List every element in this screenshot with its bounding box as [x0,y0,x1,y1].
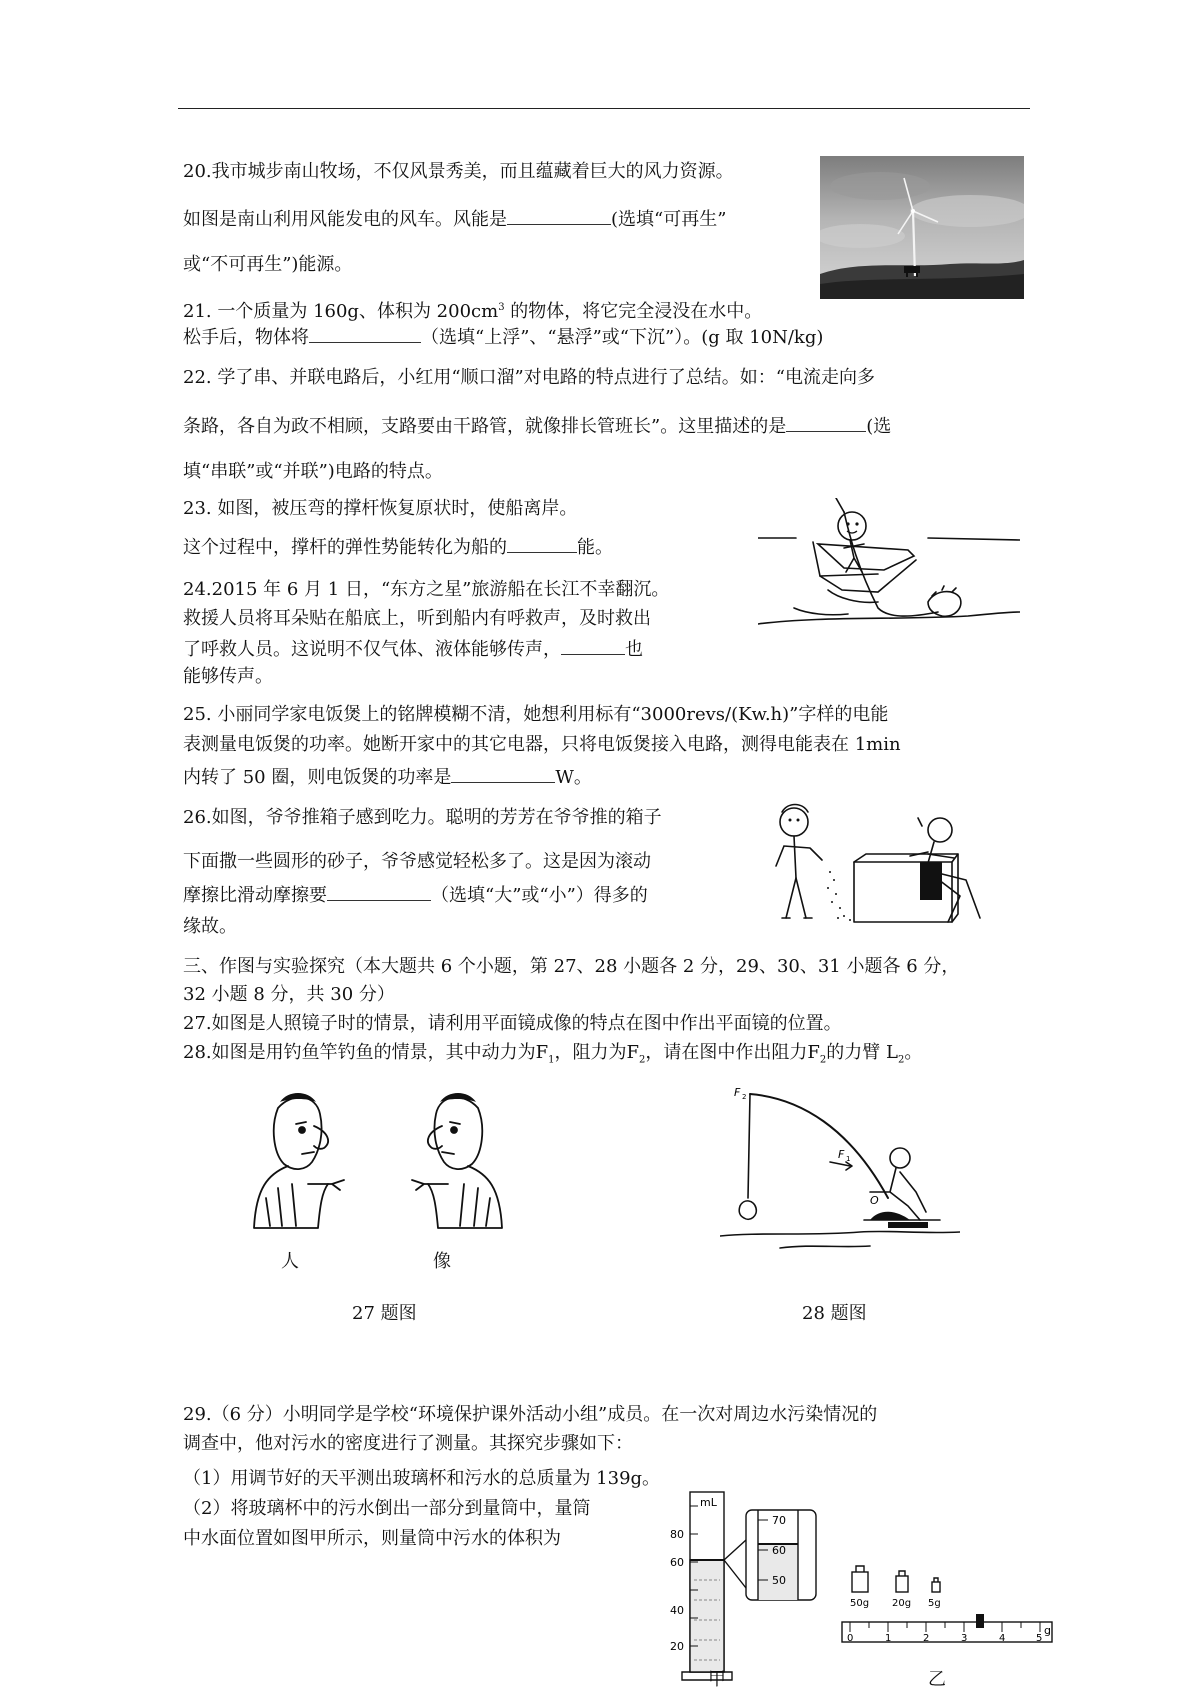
q21-superscript: 3 [498,302,505,313]
q28-sub4: 2 [897,1054,905,1066]
q29-text4: （2）将玻璃杯中的污水倒出一部分到量筒中，量筒 [183,1498,591,1519]
fig28-label-f2-sub: 2 [742,1093,747,1101]
wind-turbine-photo [820,156,1024,299]
q22-text2a: 条路，各自为政不相顾，支路要由干路管，就像排长管班长”。这里描述的是 [183,416,787,437]
q29-line2 [183,1432,633,1456]
rider-marker [976,1614,984,1628]
cyl-tick-1: 60 [670,1556,684,1569]
fig28-label-o: O [870,1194,879,1207]
q20-line3 [183,253,352,277]
label-jia: 甲 [708,1669,726,1690]
mirror-figure [248,1088,508,1243]
section3-text1: 三、作图与实验探究（本大题共 6 个小题，第 27、28 小题各 2 分，29、30、31 小题各 6 分， [183,956,960,977]
q25-text2: 表测量电饭煲的功率。她断开家中的其它电器，只将电饭煲接入电路，测得电能表在 1min [183,734,901,755]
boat-pole-illustration [758,498,1020,633]
push-box-illustration [770,800,990,930]
q20-text1: 20.我市城步南山牧场，不仅风景秀美，而且蕴藏着巨大的风力资源。 [183,161,734,182]
q20-text2b: (选填“可再生” [611,209,727,230]
q21-text2a: 松手后，物体将 [183,327,309,348]
q22-text3: 填“串联”或“并联”)电路的特点。 [183,461,443,482]
q21-answer-blank[interactable] [309,324,421,343]
q26-line1 [183,806,662,830]
q25-text3a: 内转了 50 圈，则电饭煲的功率是 [183,767,452,788]
scale-tick-2: 2 [923,1633,930,1644]
scale-tick-5: 5 [1036,1633,1043,1644]
q25-line1 [183,703,888,727]
q23-text2b: 能。 [577,537,613,558]
q29-line3 [183,1467,660,1491]
weight-label-0: 50g [850,1598,870,1609]
weights-scale-figure [840,1560,1055,1650]
q22-line2 [183,413,891,439]
q29-text5: 中水面位置如图甲所示，则量筒中污水的体积为 [183,1528,561,1549]
section3-text2: 32 小题 8 分，共 30 分） [183,984,395,1005]
q28-text1a: 28.如图是用钓鱼竿钓鱼的情景，其中动力为F [183,1042,549,1063]
weight-label-2: 5g [928,1598,941,1609]
q28-sub1: 1 [548,1054,555,1066]
cyl-tick-0: 80 [670,1528,684,1541]
q21-line2 [183,324,823,350]
q22-text1: 22. 学了串、并联电路后，小红用“顺口溜”对电路的特点进行了总结。如：“电流走向多 [183,367,875,388]
q25-line3 [183,764,592,790]
q27-text1: 27.如图是人照镜子时的情景，请利用平面镜成像的特点在图中作出平面镜的位置。 [183,1013,842,1034]
q23-text1: 23. 如图，被压弯的撑杆恢复原状时，使船离岸。 [183,498,578,519]
q23-answer-blank[interactable] [507,534,577,553]
q22-text2b: (选 [866,416,892,437]
q28-text1c: ，请在图中作出阻力F [645,1042,820,1063]
q22-line3 [183,460,443,484]
q23-line2 [183,534,613,560]
q28-text1d: 的力臂 L [826,1042,898,1063]
scale-tick-3: 3 [961,1633,968,1644]
q24-text3a: 了呼救人员。这说明不仅气体、液体能够传声， [183,639,561,660]
q20-answer-blank[interactable] [507,206,611,225]
q20-text2a: 如图是南山利用风能发电的风车。风能是 [183,209,507,230]
section3-line2 [183,983,395,1007]
q26-text3b: （选填“大”或“小”）得多的 [431,885,648,906]
measuring-cylinder-figure [668,1490,828,1698]
q29-text1: 29.（6 分）小明同学是学校“环境保护课外活动小组”成员。在一次对周边水污染情况的 [183,1404,878,1425]
fig28-label-f2: F [734,1088,741,1099]
q24-text2: 救援人员将耳朵贴在船底上，听到船内有呼救声，及时救出 [183,608,651,629]
zoom-tick-0: 70 [772,1514,786,1527]
scale-tick-4: 4 [999,1633,1006,1644]
q25-answer-blank[interactable] [451,764,555,783]
q28-text1e: 。 [904,1042,923,1063]
fig28-caption: 28 题图 [802,1303,867,1324]
q28-line1 [183,1041,922,1073]
fig28-label-f1: F [838,1148,845,1161]
q23-text2a: 这个过程中，撑杆的弹性势能转化为船的 [183,537,507,558]
q29-line4 [183,1497,590,1521]
q29-line1 [183,1403,877,1427]
cyl-tick-2: 40 [670,1604,684,1617]
q28-sub3: 2 [819,1054,827,1066]
q26-line4 [183,915,237,939]
q25-text3b: W。 [555,767,592,788]
q24-answer-blank[interactable] [561,636,625,655]
q27-line1 [183,1012,842,1036]
q26-answer-blank[interactable] [327,882,431,901]
section3-line1 [183,955,959,979]
q29-line5 [183,1527,561,1551]
q26-text1: 26.如图，爷爷推箱子感到吃力。聪明的芳芳在爷爷推的箱子 [183,807,662,828]
weight-label-1: 20g [892,1598,912,1609]
q26-line2 [183,850,651,874]
fig27-caption: 27 题图 [352,1303,417,1324]
q24-line3 [183,636,643,662]
q26-text3a: 摩擦比滑动摩擦要 [183,885,327,906]
cyl-tick-3: 20 [670,1640,684,1653]
scale-tick-0: 0 [847,1633,854,1644]
q24-line2 [183,607,651,631]
scale-tick-1: 1 [885,1633,892,1644]
q21-text1a: 21. 一个质量为 160g、体积为 200cm [183,301,499,322]
q24-text3b: 也 [625,639,643,660]
q24-text1: 24.2015 年 6 月 1 日，“东方之星”旅游船在长江不幸翻沉。 [183,579,670,600]
q29-text3: （1）用调节好的天平测出玻璃杯和污水的总质量为 139g。 [183,1468,661,1489]
q28-sub2: 2 [639,1054,646,1066]
zoom-tick-2: 50 [772,1574,786,1587]
q24-line1 [183,578,669,602]
header-rule [178,108,1030,109]
q20-text3: 或“不可再生”)能源。 [183,254,353,275]
q26-text2: 下面撒一些圆形的砂子，爷爷感觉轻松多了。这是因为滚动 [183,851,651,872]
q26-line3 [183,882,648,908]
q20-line1 [183,160,734,184]
fig28-label-f1-sub: 1 [846,1155,851,1163]
q24-line4 [183,665,273,689]
q29-text2: 调查中，他对污水的密度进行了测量。其探究步骤如下： [183,1433,633,1454]
cylinder-unit-label: mL [700,1496,717,1509]
q24-text4: 能够传声。 [183,666,273,687]
q22-line1 [183,366,875,390]
zoom-tick-1: 60 [772,1544,786,1557]
label-yi: 乙 [928,1669,946,1690]
fishing-figure [720,1088,960,1263]
q21-text2b: （选填“上浮”、“悬浮”或“下沉”）。(g 取 10N/kg) [421,327,824,348]
q23-line1 [183,497,577,521]
q25-line2 [183,733,901,757]
q26-text4: 缘故。 [183,916,237,937]
q21-text1b: 的物体，将它完全浸没在水中。 [504,301,763,322]
q22-answer-blank[interactable] [786,413,866,432]
q28-text1b: ，阻力为F [554,1042,639,1063]
q21-line1 [183,296,762,324]
label-image: 像 [433,1251,451,1272]
q20-line2 [183,206,726,232]
q25-text1: 25. 小丽同学家电饭煲上的铭牌模糊不清，她想利用标有“3000revs/(Kw.h)”字样的电能 [183,704,889,725]
label-person: 人 [281,1251,299,1272]
scale-unit: g [1044,1624,1051,1637]
